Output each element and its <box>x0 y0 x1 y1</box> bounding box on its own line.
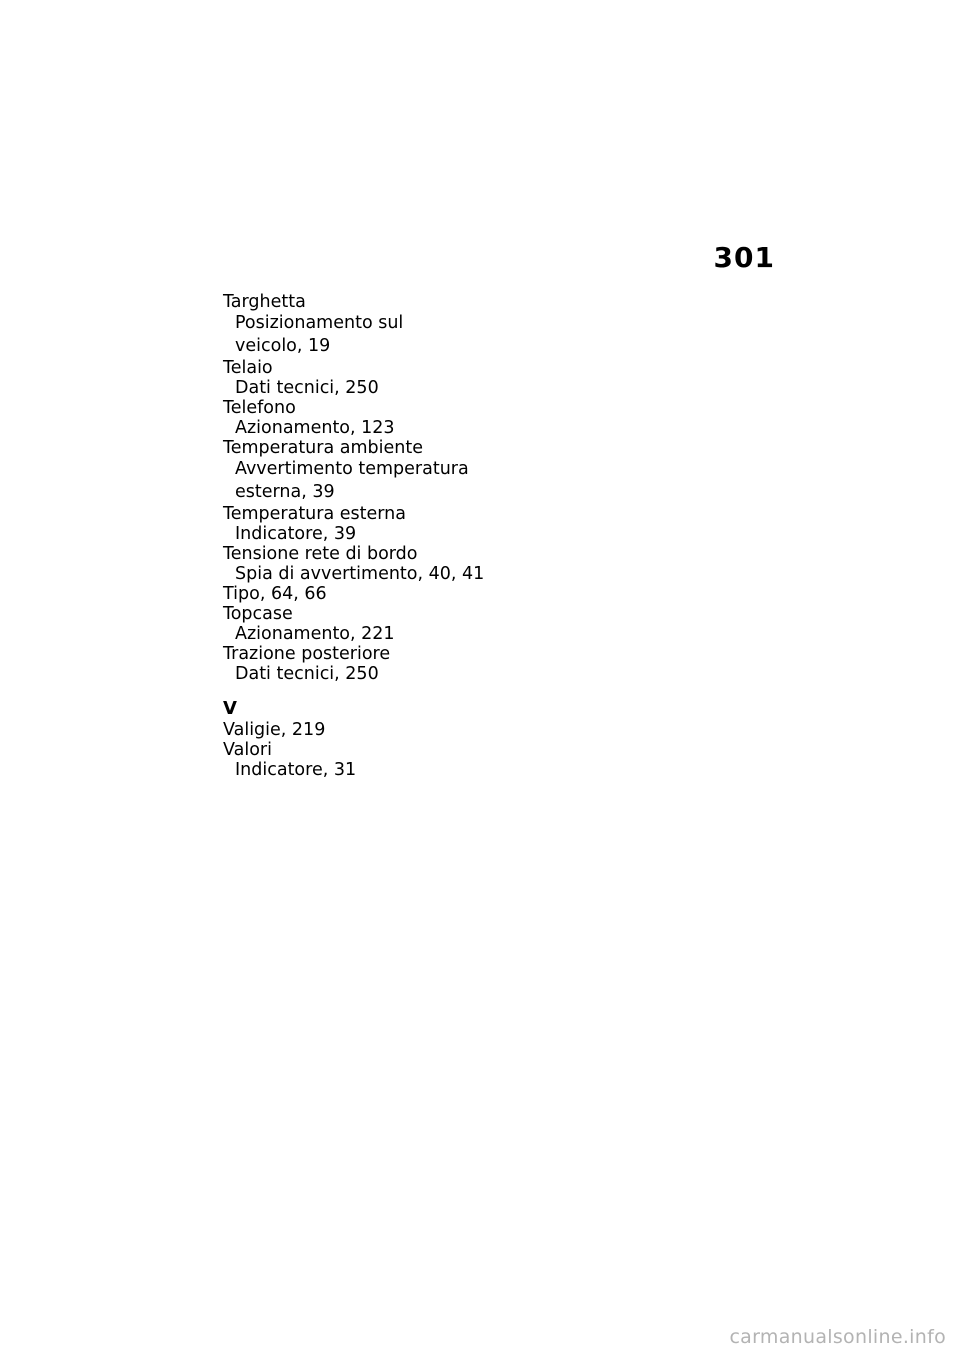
index-subentry: Spia di avvertimento, 40, 41 <box>235 564 485 584</box>
index-term: Temperatura esterna <box>223 504 406 524</box>
index-term: Valigie, 219 <box>223 720 326 740</box>
index-term: Telefono <box>223 398 296 418</box>
index-subentry: Dati tecnici, 250 <box>235 378 379 398</box>
index-entry <box>223 398 643 438</box>
section-letter: V <box>223 698 237 719</box>
index-entry <box>223 438 643 504</box>
index-subentry: esterna, 39 <box>235 482 335 502</box>
page-number: 301 <box>713 241 775 274</box>
index-entry <box>223 292 643 358</box>
index-subentry: Indicatore, 39 <box>235 524 357 544</box>
index-subentry: Dati tecnici, 250 <box>235 664 379 684</box>
index-term: Trazione posteriore <box>223 644 391 664</box>
index-subentry: veicolo, 19 <box>235 336 331 356</box>
index-term: Topcase <box>223 604 293 624</box>
index-term: Valori <box>223 740 272 760</box>
section-v <box>223 698 643 720</box>
index-entry <box>223 544 643 584</box>
index-entry <box>223 604 643 644</box>
index-list <box>223 292 643 780</box>
index-entry <box>223 644 643 684</box>
index-entry <box>223 358 643 398</box>
index-entry <box>223 740 643 780</box>
index-entry <box>223 720 643 740</box>
index-subentry: Posizionamento sul <box>235 313 404 333</box>
index-entry <box>223 584 643 604</box>
index-term: Targhetta <box>223 292 306 312</box>
index-term: Tensione rete di bordo <box>223 544 418 564</box>
index-subentry: Avvertimento temperatura <box>235 459 469 479</box>
index-entry <box>223 504 643 544</box>
index-term: Telaio <box>223 358 273 378</box>
watermark: carmanualsonline.info <box>729 1326 946 1348</box>
index-term: Tipo, 64, 66 <box>223 584 327 604</box>
index-subentry: Indicatore, 31 <box>235 760 357 780</box>
index-subentry: Azionamento, 221 <box>235 624 395 644</box>
index-subentry: Azionamento, 123 <box>235 418 395 438</box>
index-term: Temperatura ambiente <box>223 438 423 458</box>
